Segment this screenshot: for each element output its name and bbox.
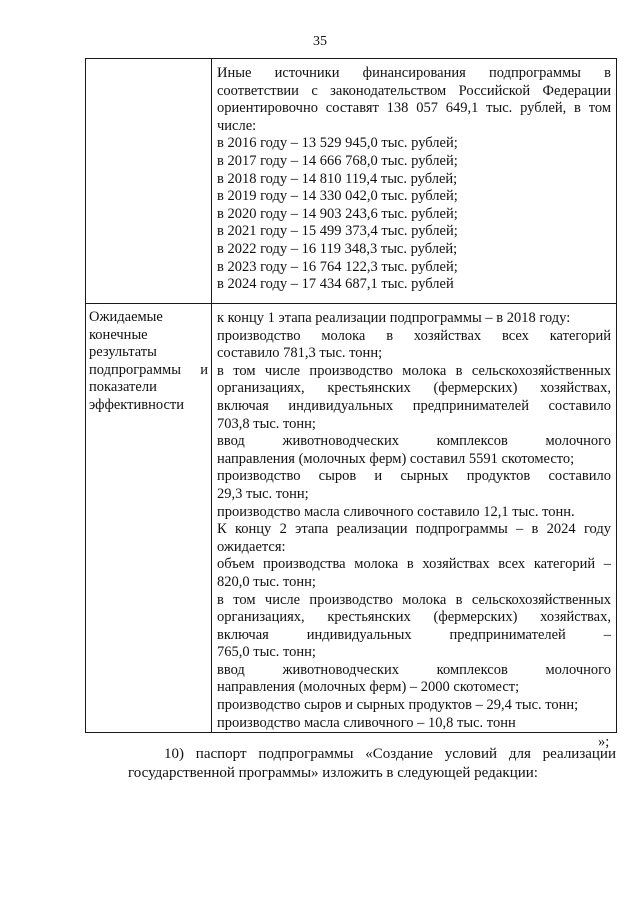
funding-intro-line: соответствии с законодательством Российской Федерации bbox=[217, 82, 611, 99]
result-line: в том числе производство молока в сельскохозяйственных bbox=[217, 362, 611, 379]
funding-intro-line: ориентировочно составят 138 057 649,1 тыс. рублей, в том bbox=[217, 100, 611, 117]
table-row-other-funding bbox=[86, 59, 617, 304]
label-line: Ожидаемые bbox=[89, 309, 163, 325]
expected-results-label-cell bbox=[86, 304, 212, 733]
amendment-paragraph bbox=[128, 745, 616, 783]
paragraph-line: государственной программы» изложить в следующей редакции: bbox=[128, 765, 538, 781]
result-line: ввод животноводческих комплексов молочного bbox=[217, 661, 611, 678]
label-line: эффективности bbox=[89, 396, 184, 413]
result-line: в том числе производство молока в сельскохозяйственных bbox=[217, 591, 611, 608]
funding-year-line: в 2024 году – 17 434 687,1 тыс. рублей bbox=[217, 276, 454, 293]
funding-year-line: в 2017 году – 14 666 768,0 тыс. рублей; bbox=[217, 152, 458, 169]
result-line: направления (молочных ферм) составил 5591 скотоместо; bbox=[217, 450, 575, 467]
paragraph-line: 10) паспорт подпрограммы «Создание условий для реализации bbox=[164, 746, 616, 762]
result-line: включая индивидуальных предпринимателей составило bbox=[217, 397, 611, 414]
result-line: к концу 1 этапа реализации подпрограммы – в 2018 году: bbox=[217, 310, 571, 326]
other-funding-cell bbox=[212, 59, 617, 304]
table-row-expected-results bbox=[86, 304, 617, 733]
result-line: объем производства молока в хозяйствах всех категорий – bbox=[217, 556, 611, 573]
result-line: производство масла сливочного составило 12,1 тыс. тонн. bbox=[217, 503, 575, 520]
result-line: ожидается: bbox=[217, 538, 286, 555]
label-line: подпрограммы и bbox=[89, 361, 208, 378]
funding-intro-line: числе: bbox=[217, 117, 257, 134]
funding-year-line: в 2022 году – 16 119 348,3 тыс. рублей; bbox=[217, 240, 458, 257]
expected-results-cell bbox=[212, 304, 617, 733]
result-line: 29,3 тыс. тонн; bbox=[217, 485, 309, 502]
funding-year-line: в 2021 году – 15 499 373,4 тыс. рублей; bbox=[217, 223, 458, 240]
label-line: результаты bbox=[89, 344, 157, 361]
page-number: 35 bbox=[313, 34, 327, 49]
result-line: направления (молочных ферм) – 2000 скотомест; bbox=[217, 679, 520, 696]
closing-quote: »; bbox=[598, 734, 610, 750]
row-label-cell bbox=[86, 59, 212, 304]
result-line: составило 781,3 тыс. тонн; bbox=[217, 345, 383, 362]
funding-year-line: в 2019 году – 14 330 042,0 тыс. рублей; bbox=[217, 188, 458, 205]
result-line: производство сыров и сырных продуктов составило bbox=[217, 468, 611, 485]
result-line: ввод животноводческих комплексов молочного bbox=[217, 433, 611, 450]
result-line: 820,0 тыс. тонн; bbox=[217, 573, 316, 590]
funding-intro-line: Иные источники финансирования подпрограммы в bbox=[217, 65, 611, 81]
label-line: конечные bbox=[89, 326, 148, 343]
result-line: включая индивидуальных предпринимателей – bbox=[217, 626, 611, 643]
funding-year-line: в 2023 году – 16 764 122,3 тыс. рублей; bbox=[217, 258, 458, 275]
result-line: производство сыров и сырных продуктов – 29,4 тыс. тонн; bbox=[217, 697, 579, 714]
subprogram-passport-table bbox=[85, 58, 617, 733]
funding-year-line: в 2016 году – 13 529 945,0 тыс. рублей; bbox=[217, 135, 458, 152]
result-line: организациях, крестьянских (фермерских) хозяйствах, bbox=[217, 380, 611, 397]
result-line: производство молока в хозяйствах всех категорий bbox=[217, 327, 611, 344]
result-line: 765,0 тыс. тонн; bbox=[217, 644, 316, 661]
funding-year-line: в 2018 году – 14 810 119,4 тыс. рублей; bbox=[217, 170, 458, 187]
result-line: К концу 2 этапа реализации подпрограммы – в 2024 году bbox=[217, 521, 611, 538]
funding-year-line: в 2020 году – 14 903 243,6 тыс. рублей; bbox=[217, 205, 458, 222]
label-line: показатели bbox=[89, 379, 157, 396]
result-line: производство масла сливочного – 10,8 тыс. тонн bbox=[217, 714, 516, 731]
result-line: организациях, крестьянских (фермерских) хозяйствах, bbox=[217, 609, 611, 626]
result-line: 703,8 тыс. тонн; bbox=[217, 415, 316, 432]
